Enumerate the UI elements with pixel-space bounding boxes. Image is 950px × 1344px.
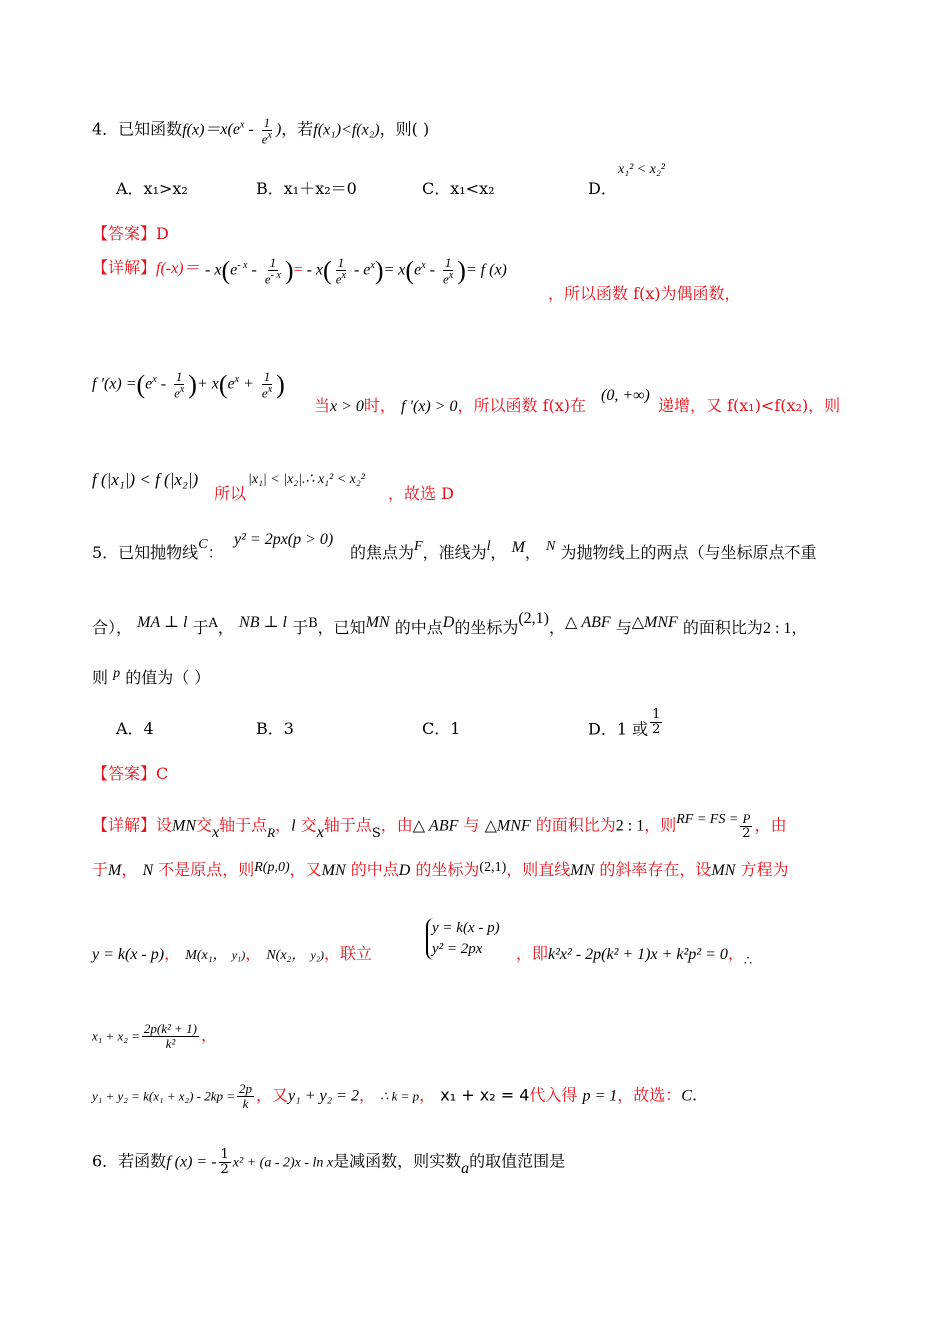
q5-option-c: C．1: [422, 719, 461, 738]
q5-stem2-tri2: △MNF: [631, 614, 678, 631]
q5-stem1-colon: ：: [207, 543, 224, 562]
q4-deriv-tail: 递增，又 f(x₁)<f(x₂)，则: [658, 396, 841, 415]
q5-d1-s: S: [371, 825, 381, 841]
q6-stem: [92, 1148, 565, 1176]
q5-d1-k: ，由: [754, 815, 787, 835]
q5-stem3-p: p: [113, 666, 121, 681]
q5-d2-a: 于: [92, 860, 109, 879]
q5-option-d-den: 2: [652, 721, 661, 737]
q6-frac: [219, 1148, 231, 1176]
q4-option-a: A．x₁>x₂: [116, 179, 188, 198]
q6-c: 的取值范围是: [469, 1151, 566, 1171]
q5-d2-g: ，则直线: [506, 860, 571, 879]
q5-stem2-g: 的坐标为: [454, 618, 519, 637]
q5-d1-frac: [740, 812, 752, 840]
q5-d5-b: ，: [358, 1085, 375, 1105]
q6-a: 6．若函数: [92, 1151, 167, 1171]
q5-d1-i: 的面积比为: [535, 815, 616, 835]
q4-deriv-mid1: 当: [314, 396, 331, 415]
q5-stem3: [92, 668, 210, 689]
q5-stem2-tri1: △ ABF: [565, 614, 611, 631]
q6-num: 1: [220, 1147, 229, 1162]
q5-option-d-label: D．1 或: [588, 719, 649, 739]
q5-stem2-k: ，: [791, 618, 808, 637]
q4-deriv-left: f ′(x) =: [92, 375, 137, 393]
q5-stem1-d: ，: [490, 543, 507, 562]
q5-stem1-f: F: [414, 539, 423, 554]
q5-stem1-a: 5．已知抛物线: [92, 543, 199, 562]
q5-option-d-frac: [650, 708, 662, 736]
q4-deriv-cond1: x > 0: [330, 398, 364, 415]
q5-d1-b: 交: [196, 815, 213, 835]
q5-d2-b: ，: [121, 860, 138, 879]
q5-stem2-nb: NB ⊥ l: [239, 614, 287, 631]
q5-d5-c-option: C: [681, 1087, 692, 1105]
q5-d2-n: N: [142, 862, 154, 879]
q5-d3-sys2: y² = 2px: [432, 941, 483, 957]
q4-detail-fx: f(-x)＝: [156, 260, 200, 277]
q5-d1-a: 【详解】设: [92, 815, 173, 835]
q5-stem2-coord: (2,1): [518, 610, 549, 627]
q4-frac-num: 1: [263, 115, 271, 130]
q5-stem3-a: 则: [92, 668, 109, 687]
q5-detail-line5: [92, 1082, 697, 1110]
q5-stem2-b-point: B: [308, 616, 318, 631]
q4-deriv-mid3: ，所以函数 f(x)在: [457, 396, 587, 415]
q5-stem1-b: 的焦点为: [350, 543, 415, 562]
q5-stem2-d: 于: [292, 618, 309, 637]
q6-fx: f (x) = -: [166, 1153, 217, 1171]
q5-d5-frac: [237, 1082, 254, 1110]
q5-detail-line4: [92, 1022, 217, 1050]
q5-d5-lhs: y₁ + y₂ = k(x₁ + x₂) - 2kp =: [92, 1088, 236, 1104]
q5-d3-e: ，: [727, 944, 744, 963]
q5-d3-a: ，: [164, 944, 181, 963]
q4-stem-mid: ，若: [281, 119, 314, 139]
q5-option-b: B．3: [256, 719, 294, 738]
q5-d2-mn2: MN: [570, 862, 595, 879]
q5-d3-eq: y = k(x - p): [92, 946, 165, 963]
q5-stem2-c: ，: [217, 618, 234, 637]
q5-d2-d: ，又: [289, 860, 322, 879]
q4-concl-mid: 所以: [214, 484, 247, 503]
q5-d1-r: R: [267, 824, 276, 840]
q5-d2-h: 的斜率存在，设: [599, 860, 712, 879]
q5-stem2-i: 与: [615, 618, 632, 637]
q4-expr: $x(e^x$ - $\frac{1}{e^x}$ ): [220, 115, 282, 146]
q5-stem1-eq: y² = 2px(p > 0): [234, 531, 334, 548]
q6-b: 是减函数，则实数: [333, 1151, 462, 1171]
q5-stem2-ratio: 2 : 1: [762, 620, 792, 637]
q5-d1-tri2: △MNF: [484, 817, 531, 835]
q5-stem2-mn: MN: [365, 614, 390, 631]
q5-detail-line1: [92, 812, 787, 840]
q5-d1-tri1: △ ABF: [412, 817, 459, 835]
q4-deriv-text: [314, 396, 586, 416]
q5-stem2-ma: MA ⊥ l: [137, 614, 188, 631]
q5-stem2-b: 于: [192, 618, 209, 637]
q5-stem2-e: ，已知: [317, 618, 366, 637]
q5-d4-num: 2p(k² + 1): [143, 1021, 197, 1036]
q5-detail-line2: [92, 860, 788, 881]
q5-answer: 【答案】C: [92, 764, 169, 783]
q5-d2-mn: MN: [321, 862, 346, 879]
q5-option-a: A．4: [116, 719, 154, 738]
q6-a-var: a: [461, 1159, 470, 1177]
q5-d5-num: 2p: [239, 1081, 253, 1096]
q5-stem2-h: ，: [549, 618, 566, 637]
q4-frac: [260, 116, 274, 146]
q4-detail-expr: - $x(e^{- x}$ - $\frac{1}{e^{- x}}$ )= - x( $\frac{1}{e^x}$ - $e^x)= x(e^x$ - $\frac{1}{e^x}$ )= f (x): [205, 255, 507, 286]
q5-d5-eq4: p = 1: [582, 1087, 618, 1105]
q4-expr-close: ): [275, 121, 282, 139]
q4-option-d-math: x₁² < x₂²: [618, 162, 666, 177]
q4-detail-label: 【详解】: [92, 258, 157, 277]
q5-d5-eq: y₁ + y₂ = 2: [288, 1087, 359, 1105]
q4-stem-prefix: 4．已知函数: [92, 119, 183, 139]
q5-stem1-l: l: [486, 539, 491, 554]
q5-d3-m: M(x₁，: [185, 948, 227, 963]
q5-d5-e: ，故选：: [617, 1085, 682, 1105]
q5-stem3-b: 的值为（ ）: [125, 668, 211, 687]
q5-d1-x2: x: [316, 823, 324, 841]
q5-d5-f: .: [691, 1085, 698, 1105]
q6-den: 2: [220, 1161, 229, 1177]
q5-d2-c: 不是原点，则: [158, 860, 255, 879]
q4-stem-cond: f(x₁)<f(x₂): [313, 121, 380, 139]
q4-frac-den-text: e: [261, 130, 268, 146]
q5-stem1: [92, 537, 224, 564]
q5-stem1-c2: ，准线为: [422, 543, 487, 562]
q4-concl-math2: |x₁| < |x₂|.∴ x₁² < x₂²: [248, 472, 365, 487]
q4-option-d: [588, 176, 617, 199]
q5-stem1-e: ，: [524, 543, 541, 562]
q4-option-b: B．x₁＋x₂＝0: [256, 179, 357, 198]
q5-d3-my: y₁): [231, 948, 246, 962]
q5-d1-eq: RF = FS =: [676, 811, 739, 827]
q5-d3-c: ，联立: [324, 944, 373, 963]
q5-d1-ratio: 2 : 1: [615, 817, 645, 835]
q5-d2-f: 的坐标为: [415, 860, 480, 879]
q5-d2-e: 的中点: [350, 860, 399, 879]
q5-stem2: [92, 610, 808, 638]
q5-d4-tail: ，: [200, 1025, 217, 1045]
q5-stem1-m: M: [511, 539, 525, 556]
q5-stem2-d-point: D: [442, 614, 455, 631]
q4-frac-den: [260, 131, 274, 146]
q5-d3-therefore: ∴: [743, 953, 753, 968]
q5-stem2-j: 的面积比为: [682, 618, 763, 637]
q5-stem2-a-point: A: [208, 616, 218, 631]
q5-d5-a: ，又: [256, 1085, 289, 1105]
q5-d5-eq3: x₁ + x₂ = 4: [440, 1085, 530, 1105]
q5-detail-line3b: [516, 944, 753, 968]
q4-detail-eq-end: = f (x): [465, 261, 507, 279]
q4-deriv-cond2: f ′(x) > 0: [401, 398, 458, 415]
q4-option-c: C．x₁<x₂: [422, 179, 495, 198]
q5-stem1-rest: [350, 539, 817, 564]
q5-d2-i: 方程为: [740, 860, 789, 879]
q5-d1-d: ，: [275, 815, 292, 835]
q5-d1-h: 与: [463, 815, 480, 835]
q5-d1-f: 轴于点: [323, 815, 372, 835]
q6-expr: x² + (a - 2)x - ln x: [232, 1155, 334, 1171]
q4-detail-tail: ，所以函数 f(x)为偶函数，: [548, 284, 741, 303]
q4-stem-end: ，则( ): [379, 119, 430, 139]
q4-expr-lead: x(e: [220, 121, 240, 139]
q4-deriv-interval: (0, +∞): [601, 387, 650, 404]
q5-d1-x: x: [212, 823, 220, 841]
q5-d5-c: ，: [419, 1085, 436, 1105]
q5-d4-den: k²: [165, 1035, 176, 1051]
q5-stem1-n: N: [546, 539, 556, 554]
q5-d1-e: 交: [300, 815, 317, 835]
q5-d1-l: l: [291, 817, 296, 835]
q4-concl-tail: ，故选 D: [388, 484, 454, 503]
q5-stem2-a: 合），: [92, 618, 133, 637]
q4-expr-sup: x: [239, 120, 245, 132]
q5-d4-lhs: x₁ + x₂ =: [92, 1028, 140, 1044]
q4-stem: [92, 116, 429, 146]
q4-detail-line1: [92, 258, 200, 278]
q5-d2-d-point: D: [398, 862, 411, 879]
q4-deriv-mid2: 时，: [363, 396, 396, 415]
q5-d1-frac-num: P: [742, 811, 751, 826]
q4-concl-math: f (|x₁|) < f (|x₂|): [92, 470, 199, 489]
q5-d3-sys1: y = k(x - p): [432, 920, 500, 936]
q5-d1-frac-den: 2: [742, 825, 751, 841]
q5-d1-j: ，则: [644, 815, 677, 835]
q5-option-d: [588, 707, 664, 744]
q5-d2-m: M: [108, 862, 122, 879]
q5-d3-n: N(x₂，: [266, 948, 306, 963]
q5-d5-eq2: ∴ k = p: [380, 1088, 420, 1104]
q5-d2-coord: (2,1): [479, 860, 507, 875]
q5-d5-den: k: [242, 1095, 249, 1111]
q5-d3-ny: y₂): [310, 948, 324, 962]
q5-option-d-num: 1: [652, 707, 661, 722]
q5-d3-system: [426, 918, 500, 960]
q5-stem2-f: 的中点: [394, 618, 443, 637]
q5-d3-d: ，即: [516, 944, 549, 963]
q5-stem1-f2: 为抛物线上的两点（与坐标原点不重: [560, 543, 817, 562]
q5-d3-b: ，: [245, 944, 262, 963]
q5-stem1-c: C: [198, 537, 208, 552]
q5-d1-mn: MN: [172, 817, 197, 835]
q4-option-d-label: D．: [588, 179, 617, 198]
q5-d4-frac: [142, 1022, 199, 1050]
q4-deriv-expr: f $'(x) =(e^x$ - $\frac{1}{e^x}$ )+ $x(e^x$ + $\frac{1}{e^x}$ ): [92, 369, 285, 400]
q5-detail-line3: [92, 944, 372, 965]
q5-d1-g: ，由: [380, 815, 413, 835]
q4-stem-func: f(x)＝: [182, 121, 221, 139]
q5-d1-c: 轴于点: [219, 815, 268, 835]
q5-d5-d: 代入得: [529, 1085, 578, 1105]
q5-d3-eq2: k²x² - 2p(k² + 1)x + k²p² = 0: [548, 946, 728, 963]
q5-d2-mn3: MN: [711, 862, 736, 879]
q4-frac-den-sup: x: [267, 129, 272, 141]
q4-answer: 【答案】D: [92, 224, 169, 243]
q5-d2-r: R(p,0): [254, 860, 290, 875]
q5-d3-brace: [426, 918, 500, 960]
